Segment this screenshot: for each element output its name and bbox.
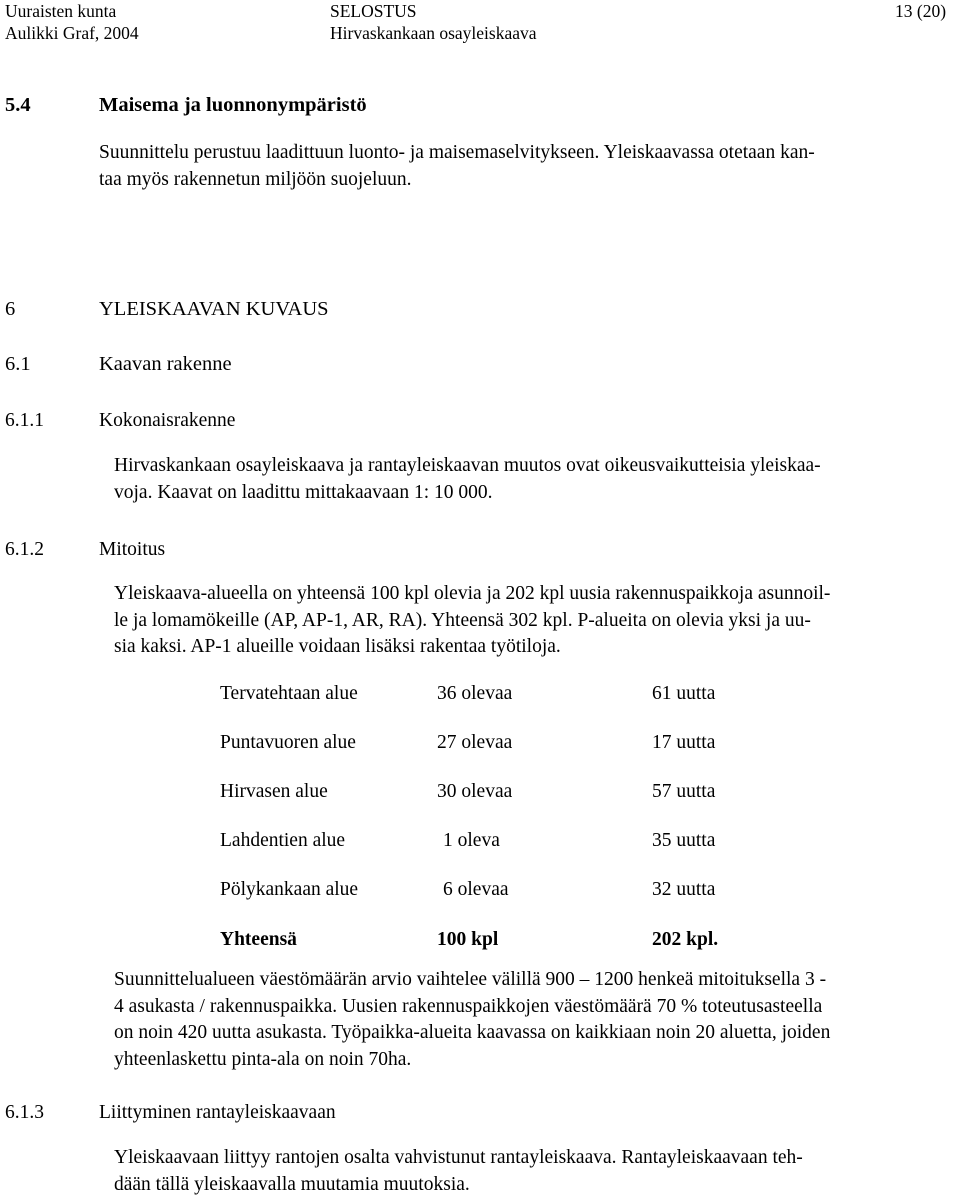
chapter-6-number: 6 (5, 298, 16, 320)
table-cell-new: 57 uutta (652, 781, 716, 802)
paragraph-line: Suunnittelualueen väestömäärän arvio vaihtelee välillä 900 – 1200 henkeä mitoituksella 3 - (114, 969, 827, 990)
header-municipality: Uuraisten kunta (5, 1, 117, 21)
table-cell-area: Hirvasen alue (220, 781, 328, 802)
paragraph-line: sia kaksi. AP-1 alueille voidaan lisäksi rakentaa työtiloja. (114, 636, 561, 657)
section-6-1-2-number: 6.1.2 (5, 539, 44, 560)
paragraph-line: Yleiskaavaan liittyy rantojen osalta vahvistunut rantayleiskaava. Rantayleiskaavaan teh- (114, 1147, 803, 1168)
table-cell-existing: 30 olevaa (437, 781, 513, 802)
table-cell-existing: 27 olevaa (437, 732, 513, 753)
section-6-1-2-title: Mitoitus (99, 539, 166, 560)
section-5-4-title: Maisema ja luonnonympäristö (99, 94, 367, 116)
table-cell-existing: 1 oleva (443, 830, 500, 851)
paragraph-line: yhteenlaskettu pinta-ala on noin 70ha. (114, 1048, 412, 1070)
section-6-1-title: Kaavan rakenne (99, 353, 232, 375)
section-6-1-2-text (114, 581, 830, 661)
paragraph-line: dään tällä yleiskaavalla muutamia muutoksia. (114, 1173, 470, 1195)
header-author: Aulikki Graf, 2004 (5, 23, 139, 43)
paragraph-line: le ja lomamökeille (AP, AP-1, AR, RA). Yhteensä 302 kpl. P-alueita on olevia yksi ja uu- (114, 609, 811, 631)
section-6-1-1-title: Kokonaisrakenne (99, 410, 236, 431)
header-page-number: 13 (20) (895, 1, 947, 21)
header-doc-type: SELOSTUS (330, 1, 417, 21)
paragraph-line: Suunnittelu perustuu laadittuun luonto- ja maisemaselvitykseen. Yleiskaavassa otetaan kan- (99, 142, 815, 163)
table-cell-existing: 36 olevaa (437, 683, 513, 704)
section-5-4-text (99, 140, 815, 193)
section-5-4-number: 5.4 (5, 94, 31, 116)
paragraph-line: Hirvaskankaan osayleiskaava ja rantayleiskaavan muutos ovat oikeusvaikutteisia yleiskaa- (114, 455, 821, 476)
table-cell-area: Tervatehtaan alue (220, 683, 358, 704)
section-6-1-1-text (114, 453, 821, 506)
table-cell-existing: 6 olevaa (443, 879, 509, 900)
section-6-1-number: 6.1 (5, 353, 31, 375)
paragraph-line: 4 asukasta / rakennuspaikka. Uusien rakennuspaikkojen väestömäärä 70 % toteutusasteella (114, 995, 823, 1017)
table-cell-area: Pölykankaan alue (220, 879, 359, 900)
paragraph-line: taa myös rakennetun miljöön suojeluun. (99, 168, 412, 190)
table-cell-new: 32 uutta (652, 879, 716, 900)
section-6-1-3-title: Liittyminen rantayleiskaavaan (99, 1102, 336, 1123)
section-6-1-3-text (114, 1145, 803, 1198)
table-cell-new: 17 uutta (652, 732, 716, 753)
section-6-1-1-number: 6.1.1 (5, 410, 44, 431)
section-6-1-2-population-text (114, 967, 830, 1073)
table-total-existing: 100 kpl (437, 929, 499, 950)
table-total-new: 202 kpl. (652, 929, 719, 950)
table-total-label: Yhteensä (220, 929, 297, 950)
table-cell-new: 61 uutta (652, 683, 716, 704)
paragraph-line: Yleiskaava-alueella on yhteensä 100 kpl olevia ja 202 kpl uusia rakennuspaikkoja asunnoil- (114, 583, 831, 604)
table-cell-area: Puntavuoren alue (220, 732, 356, 753)
table-cell-area: Lahdentien alue (220, 830, 346, 851)
paragraph-line: on noin 420 uutta asukasta. Työpaikka-alueita kaavassa on kaikkiaan noin 20 aluetta, joiden (114, 1022, 831, 1043)
header-plan-name: Hirvaskankaan osayleiskaava (330, 23, 537, 43)
chapter-6-title: YLEISKAAVAN KUVAUS (99, 298, 329, 320)
section-6-1-3-number: 6.1.3 (5, 1102, 44, 1123)
table-cell-new: 35 uutta (652, 830, 716, 851)
paragraph-line: voja. Kaavat on laadittu mittakaavaan 1: 10 000. (114, 481, 493, 503)
